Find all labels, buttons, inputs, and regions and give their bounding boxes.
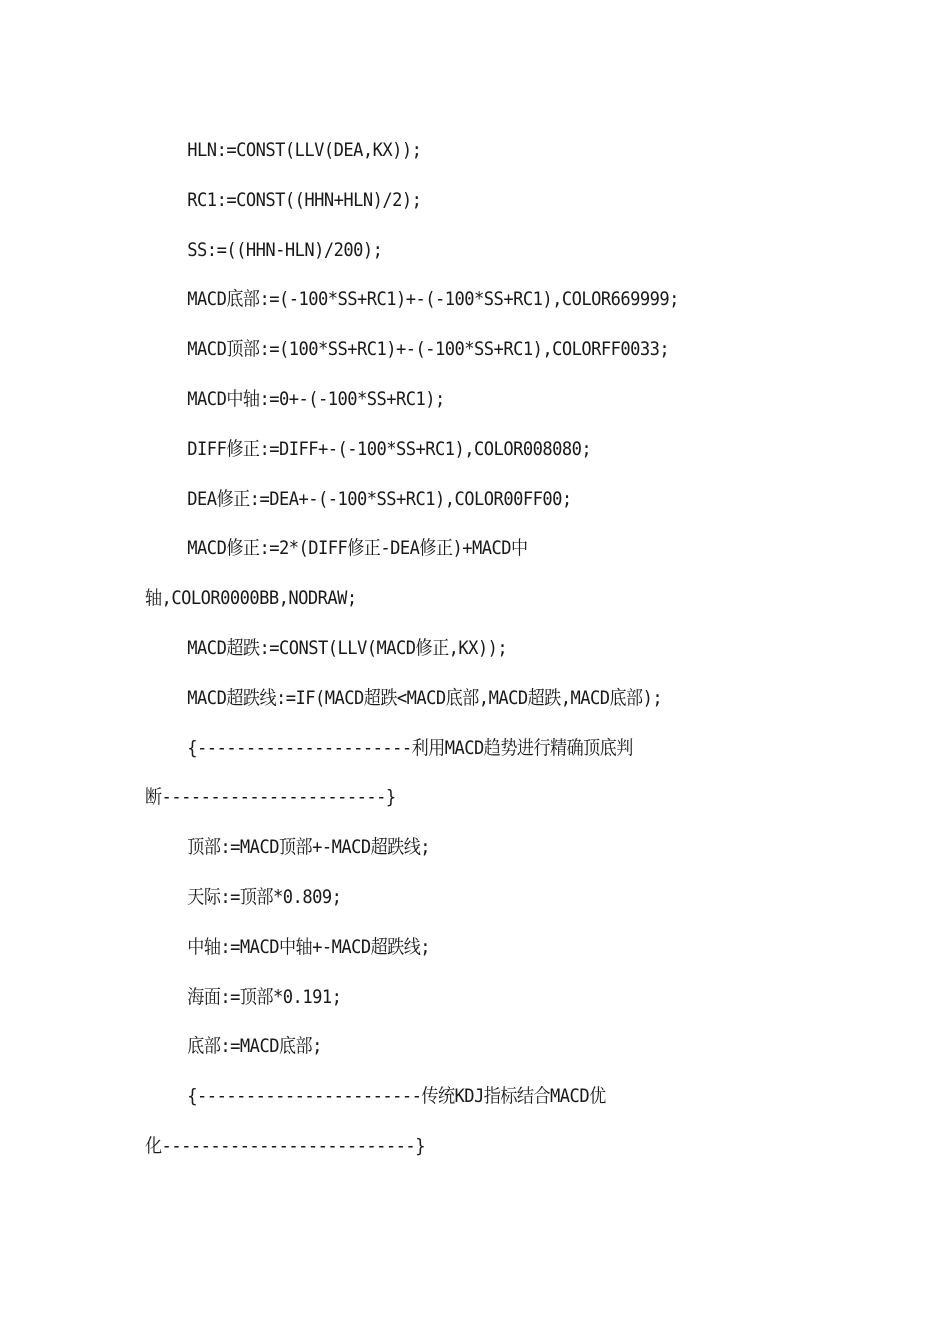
code-comment-macd-trend-cont: 断-----------------------}: [145, 786, 396, 809]
code-line-diff-fix: DIFF修正:=DIFF+-(-100*SS+RC1),COLOR008080;: [187, 437, 592, 460]
code-line-ss: SS:=((HHN-HLN)/200);: [187, 238, 383, 261]
code-line-macd-oversold-line: MACD超跌线:=IF(MACD超跌<MACD底部,MACD超跌,MACD底部);: [187, 686, 663, 709]
code-line-macd-bottom: MACD底部:=(-100*SS+RC1)+-(-100*SS+RC1),COLOR669999;: [187, 288, 679, 311]
code-line-top: 顶部:=MACD顶部+-MACD超跌线;: [187, 836, 431, 859]
code-line-macd-fix: MACD修正:=2*(DIFF修正-DEA修正)+MACD中: [187, 537, 528, 560]
code-line-macd-fix-cont: 轴,COLOR0000BB,NODRAW;: [145, 587, 357, 610]
code-line-skyline: 天际:=顶部*0.809;: [187, 885, 342, 908]
code-comment-kdj: {-----------------------传统KDJ指标结合MACD优: [187, 1085, 606, 1108]
formula-code-block: [145, 126, 825, 1172]
code-line-dea-fix: DEA修正:=DEA+-(-100*SS+RC1),COLOR00FF00;: [187, 487, 572, 510]
code-comment-kdj-cont: 化--------------------------}: [145, 1134, 425, 1157]
code-line-macd-oversold: MACD超跌:=CONST(LLV(MACD修正,KX));: [187, 636, 508, 659]
code-line-bottom: 底部:=MACD底部;: [187, 1035, 322, 1058]
code-comment-macd-trend: {----------------------利用MACD趋势进行精确顶底判: [187, 736, 633, 759]
code-line-hln: HLN:=CONST(LLV(DEA,KX));: [187, 139, 422, 161]
code-line-sea-level: 海面:=顶部*0.191;: [187, 985, 342, 1008]
code-line-macd-top: MACD顶部:=(100*SS+RC1)+-(-100*SS+RC1),COLORFF0033;: [187, 338, 670, 361]
code-line-macd-axis: MACD中轴:=0+-(-100*SS+RC1);: [187, 387, 445, 410]
code-line-center-axis: 中轴:=MACD中轴+-MACD超跌线;: [187, 935, 431, 958]
code-line-rc1: RC1:=CONST((HHN+HLN)/2);: [187, 188, 422, 211]
